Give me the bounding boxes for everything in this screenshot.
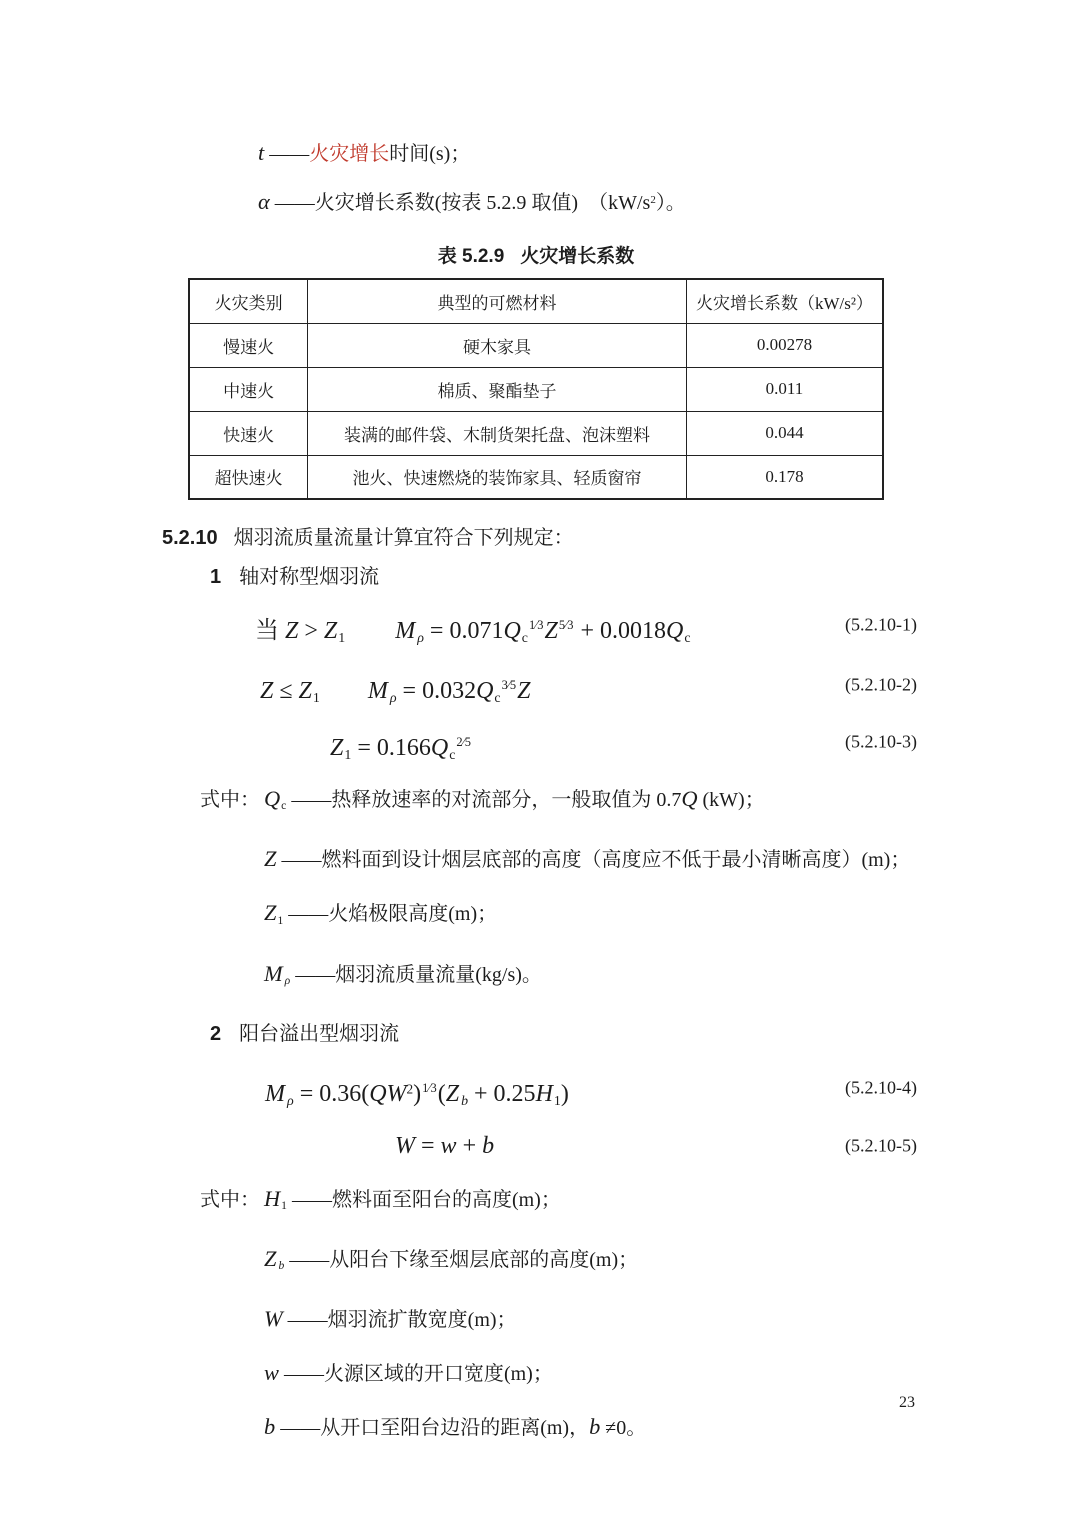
- formula-token: Z: [330, 735, 344, 762]
- formula-token: 1: [277, 913, 284, 927]
- cell-category: 超快速火: [189, 455, 308, 499]
- formula-token: 2: [406, 1081, 414, 1097]
- formula-token: ——燃料面到设计烟层底部的高度（高度应不低于最小清晰高度）: [276, 849, 862, 872]
- definition-text: [264, 1410, 646, 1445]
- formula-token: W: [395, 1132, 415, 1159]
- cell-category: 慢速火: [189, 323, 308, 367]
- formula-token: c: [281, 799, 287, 813]
- definition-line-W: [200, 1302, 917, 1337]
- formula-token: = 0.071: [423, 618, 504, 645]
- formula-token: t: [258, 140, 265, 165]
- formula-token: c: [494, 690, 501, 706]
- formula-token: 1⁄3: [528, 618, 544, 633]
- formula-token: 2⁄5: [456, 735, 471, 750]
- formula-token: c: [684, 630, 691, 646]
- table-header-row: [189, 279, 883, 323]
- table-caption-title: 火灾增长系数: [520, 246, 635, 268]
- formula-token: M: [395, 618, 416, 645]
- cell-coefficient: 0.178: [686, 455, 883, 499]
- formula-token: ——火灾增长系数(按表 5.2.9 取值) （kW/s: [269, 192, 651, 215]
- formula-expression: [330, 716, 472, 782]
- formula-token: ——火源区域的开口宽度: [278, 1363, 504, 1386]
- definition-line-Zb: [200, 1242, 917, 1283]
- formula-token: ): [413, 1080, 422, 1107]
- formula-token: (s)；: [429, 143, 471, 165]
- formula-token: ——燃料面至阳台的高度: [286, 1188, 512, 1211]
- formula-token: ——从开口至阳台边沿的距离: [275, 1417, 541, 1440]
- definition-line-Z: [200, 842, 917, 877]
- definition-line-H1: [200, 1182, 917, 1223]
- definition-line-Z1: [200, 896, 917, 937]
- formula-token: + 0.25: [468, 1080, 536, 1107]
- formula-token: ≠0。: [600, 1417, 647, 1440]
- formula-token: 2: [650, 194, 656, 206]
- cell-category: 中速火: [189, 367, 308, 411]
- formula-token: ）。: [655, 192, 686, 215]
- definition-line-w: [200, 1356, 917, 1391]
- formula-token: M: [265, 1080, 285, 1107]
- formula-expression: [395, 1120, 494, 1172]
- formula-token: b: [461, 1093, 469, 1109]
- formula-token: 火灾增长: [309, 143, 390, 165]
- formula-token: >: [298, 618, 324, 645]
- cell-coefficient: 0.011: [686, 367, 883, 411]
- header-typical-materials: 典型的可燃材料: [308, 279, 687, 323]
- item-title: 轴对称型烟羽流: [239, 566, 380, 589]
- formula-token: (kW)；: [697, 789, 765, 812]
- formula-number: (5.2.10-2): [845, 674, 917, 695]
- formula-token: (m)；: [503, 1363, 553, 1386]
- header-growth-coefficient: 火灾增长系数（kW/s²）: [686, 279, 883, 323]
- formula-token: c: [449, 747, 456, 763]
- formula-token: Z: [445, 1080, 460, 1107]
- formula-token: Z: [298, 678, 312, 705]
- formula-token: Z: [323, 618, 338, 645]
- formula-token: ——火焰极限高度: [283, 903, 449, 926]
- formula-token: QW: [369, 1080, 407, 1107]
- variable-definition-alpha: [258, 183, 917, 220]
- formula-number: (5.2.10-4): [845, 1077, 917, 1098]
- page-number: 23: [899, 1394, 915, 1411]
- formula-token: M: [367, 678, 388, 705]
- formula-number: (5.2.10-5): [845, 1135, 917, 1156]
- formula-token: Q: [430, 735, 449, 762]
- formula-token: M: [264, 960, 283, 986]
- item-number: 1: [210, 566, 222, 589]
- header-fire-category: 火灾类别: [189, 279, 308, 323]
- formula-token: ρ: [284, 973, 291, 987]
- definition-text-alpha: [258, 183, 686, 220]
- formula-token: ——烟羽流质量流量: [290, 963, 476, 986]
- formula-token: + 0.0018: [574, 618, 667, 645]
- formula-token: 3⁄5: [501, 678, 517, 693]
- cell-coefficient: 0.00278: [686, 323, 883, 367]
- formula-token: Z: [517, 678, 531, 705]
- formula-token: (m)；: [467, 1309, 517, 1332]
- formula-token: = 0.166: [351, 735, 431, 762]
- formula-token: 当: [255, 618, 285, 645]
- formula-token: Q: [503, 618, 521, 645]
- formula-token: (m)，: [540, 1417, 590, 1440]
- item-1-axisymmetric-plume: [210, 563, 917, 591]
- formula-token: Q: [666, 618, 684, 645]
- formula-token: w: [440, 1132, 457, 1159]
- formula-expression: [395, 599, 690, 665]
- formula-token: Q: [681, 786, 698, 812]
- definitions-list-2: [200, 1182, 917, 1445]
- table-caption-label: 表 5.2.9: [437, 246, 505, 268]
- formula-number: (5.2.10-3): [845, 731, 917, 752]
- formula-token: b: [264, 1414, 276, 1440]
- definition-line-Qc: [200, 782, 917, 823]
- formula-token: α: [258, 189, 270, 215]
- table-row: [189, 411, 883, 455]
- table-row: [189, 323, 883, 367]
- definition-text: [264, 782, 765, 823]
- definition-line-Mp: [200, 957, 917, 998]
- formula-token: c: [521, 630, 528, 646]
- cell-materials: 装满的邮件袋、木制货架托盘、泡沫塑料: [308, 411, 687, 455]
- formula-5-2-10-4: [160, 1062, 917, 1114]
- cell-coefficient: 0.044: [686, 411, 883, 455]
- formula-token: ≤: [273, 678, 299, 705]
- item-2-balcony-spill-plume: [210, 1020, 917, 1048]
- formula-token: ρ: [287, 1093, 294, 1109]
- formula-token: 1: [553, 1093, 561, 1109]
- item-title: 阳台溢出型烟羽流: [239, 1022, 400, 1045]
- formula-token: ): [560, 1080, 569, 1107]
- table-row: [189, 455, 883, 499]
- formula-token: Z: [260, 678, 274, 705]
- formula-token: ——烟羽流扩散宽度: [282, 1309, 468, 1332]
- formula-token: +: [456, 1132, 483, 1159]
- formula-token: Q: [264, 786, 281, 812]
- definition-text: [264, 842, 910, 877]
- formula-token: = 0.032: [396, 678, 477, 705]
- formula-token: Z: [264, 846, 277, 872]
- formula-token: (kg/s)。: [475, 963, 542, 986]
- definition-text: [264, 1242, 638, 1283]
- definition-line-b: [200, 1410, 917, 1445]
- cell-materials: 棉质、聚酯垫子: [308, 367, 687, 411]
- formula-token: (m)；: [448, 903, 498, 926]
- formula-token: 5⁄3: [558, 618, 574, 633]
- table-caption: [188, 244, 884, 270]
- definition-text: [264, 1182, 561, 1223]
- formula-token: =: [415, 1132, 441, 1159]
- formula-token: (: [437, 1080, 446, 1107]
- formula-token: ρ: [417, 630, 424, 646]
- definition-text: [264, 957, 542, 998]
- definition-text: [264, 896, 497, 937]
- formula-condition: [255, 605, 345, 665]
- definition-text: [264, 1302, 517, 1337]
- formula-token: H: [535, 1080, 553, 1107]
- formula-token: b: [589, 1414, 601, 1440]
- formula-token: ——从阳台下缘至烟层底部的高度: [284, 1248, 590, 1271]
- formula-5-2-10-1: [160, 599, 917, 651]
- formula-token: (m)；: [589, 1248, 639, 1271]
- formula-expression: [368, 659, 531, 725]
- cell-category: 快速火: [189, 411, 308, 455]
- clause-5-2-10: [162, 524, 917, 552]
- fire-growth-coefficient-table: [188, 278, 884, 500]
- formula-number: (5.2.10-1): [845, 614, 917, 635]
- formula-token: (m)；: [861, 849, 911, 872]
- formula-token: 1⁄3: [422, 1080, 437, 1095]
- formula-token: ——热释放速率的对流部分，一般取值为 0.7: [286, 789, 682, 812]
- definition-text: [264, 1356, 553, 1391]
- clause-number: 5.2.10: [162, 527, 218, 550]
- clause-text: 烟羽流质量流量计算宜符合下列规定：: [233, 527, 574, 550]
- cell-materials: 池火、快速燃烧的装饰家具、轻质窗帘: [308, 455, 687, 499]
- formula-expression: [265, 1062, 569, 1128]
- variable-definition-t: [258, 136, 917, 171]
- formula-token: ρ: [389, 690, 397, 706]
- table-row: [189, 367, 883, 411]
- definitions-prefix: 式中：: [200, 1188, 260, 1211]
- formula-token: 1: [281, 1198, 287, 1212]
- formula-token: 1: [344, 747, 352, 763]
- formula-token: Z: [264, 900, 277, 926]
- formula-token: H: [264, 1185, 281, 1211]
- formula-token: Q: [476, 678, 494, 705]
- formula-token: b: [278, 1259, 285, 1273]
- formula-token: Z: [285, 618, 299, 645]
- document-content: [160, 136, 917, 1445]
- formula-token: 时间: [389, 143, 430, 165]
- formula-token: b: [482, 1132, 495, 1159]
- formula-token: W: [264, 1306, 283, 1332]
- formula-token: 1: [312, 690, 320, 706]
- formula-5-2-10-2: [160, 659, 917, 711]
- formula-token: Z: [544, 618, 558, 645]
- definitions-prefix: 式中：: [200, 789, 260, 812]
- definition-text-t: [258, 136, 470, 171]
- formula-token: (m)；: [511, 1188, 561, 1211]
- item-number: 2: [210, 1022, 222, 1045]
- cell-materials: 硬木家具: [308, 323, 687, 367]
- formula-token: ——: [264, 143, 310, 165]
- formula-token: Z: [264, 1245, 277, 1271]
- formula-token: = 0.36(: [293, 1080, 370, 1107]
- formula-token: 1: [338, 630, 346, 646]
- definitions-list-1: [200, 782, 917, 998]
- formula-5-2-10-5: [160, 1120, 917, 1172]
- formula-token: w: [264, 1360, 279, 1386]
- formula-5-2-10-3: [160, 716, 917, 768]
